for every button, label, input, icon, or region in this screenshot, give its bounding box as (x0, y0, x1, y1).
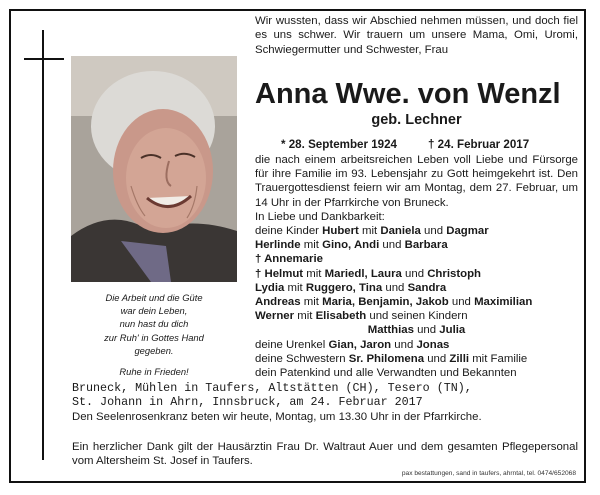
family-line: deine Schwestern Sr. Philomena und Zilli mit Familie (255, 352, 528, 365)
family-line: Andreas mit Maria, Benjamin, Jakob und Maximilian (255, 296, 533, 309)
quote-closing: Ruhe in Frieden! (119, 366, 189, 378)
death-date: † 24. Februar 2017 (428, 138, 530, 151)
quote-line: war dein Leben, (120, 305, 188, 317)
intro-text: Wir wussten, dass wir Abschied nehmen müssen, und doch fiel es uns schwer. Wir trauern um unsere Mama, Omi, Uromi, Schwiegermutter und Schwester, Frau (255, 15, 578, 56)
places-and-date (72, 381, 578, 395)
memorial-quote (71, 291, 237, 378)
gratitude-heading: In Liebe und Dankbarkeit: (255, 210, 385, 223)
body-paragraph: die nach einem arbeitsreichen Leben voll Liebe und Fürsorge für ihre Familie im 93. Lebensjahr zu Gott heimgekehrt ist. Den Trauergottesdienst feiern wir am Montag, dem 27. Februar, um 14 Uhr in der Pfarrkirche von Bruneck. (255, 154, 578, 209)
rosary-notice: Den Seelenrosenkranz beten wir heute, Montag, um 13.30 Uhr in der Pfarrkirche. (72, 411, 482, 423)
portrait-photo (71, 56, 237, 282)
places-line: Bruneck, Mühlen in Taufers, Altstätten (CH), Tesero (TN), (72, 381, 472, 395)
quote-line: nun hast du dich (119, 318, 189, 330)
places-line-2: St. Johann in Ahrn, Innsbruck, am 24. Februar 2017 (72, 395, 423, 409)
quote-line: Die Arbeit und die Güte (105, 292, 203, 303)
funeral-home-credit: pax bestattungen, sand in taufers, ahrntal, tel. 0474/652068 (401, 470, 576, 477)
family-line: Lydia mit Ruggero, Tina und Sandra (255, 281, 447, 294)
birth-name: geb. Lechner (371, 112, 462, 128)
family-line: dein Patenkind und alle Verwandten und Bekannten (255, 367, 517, 380)
family-line: † Helmut mit Mariedl, Laura und Christoph (255, 267, 481, 280)
family-line: deine Kinder Hubert mit Daniela und Dagmar (255, 225, 489, 238)
family-line: Matthias und Julia (367, 324, 466, 337)
deceased-name: Anna Wwe. von Wenzl (255, 78, 561, 110)
family-line: Herlinde mit Gino, Andi und Barbara (255, 239, 448, 252)
quote-line: zur Ruh' in Gottes Hand (104, 331, 204, 343)
quote-line: gegeben. (134, 344, 174, 356)
family-line: † Annemarie (255, 253, 323, 266)
family-line: Werner mit Elisabeth und seinen Kindern (255, 310, 468, 323)
obituary-body (255, 153, 578, 380)
thanks-text: Ein herzlicher Dank gilt der Hausärztin Frau Dr. Waltraut Auer und dem gesamten Pflegepersonal vom Altersheim St. Josef in Taufers. (72, 441, 578, 468)
birth-date: * 28. September 1924 (281, 138, 398, 151)
family-line: deine Urenkel Gian, Jaron und Jonas (255, 338, 450, 351)
